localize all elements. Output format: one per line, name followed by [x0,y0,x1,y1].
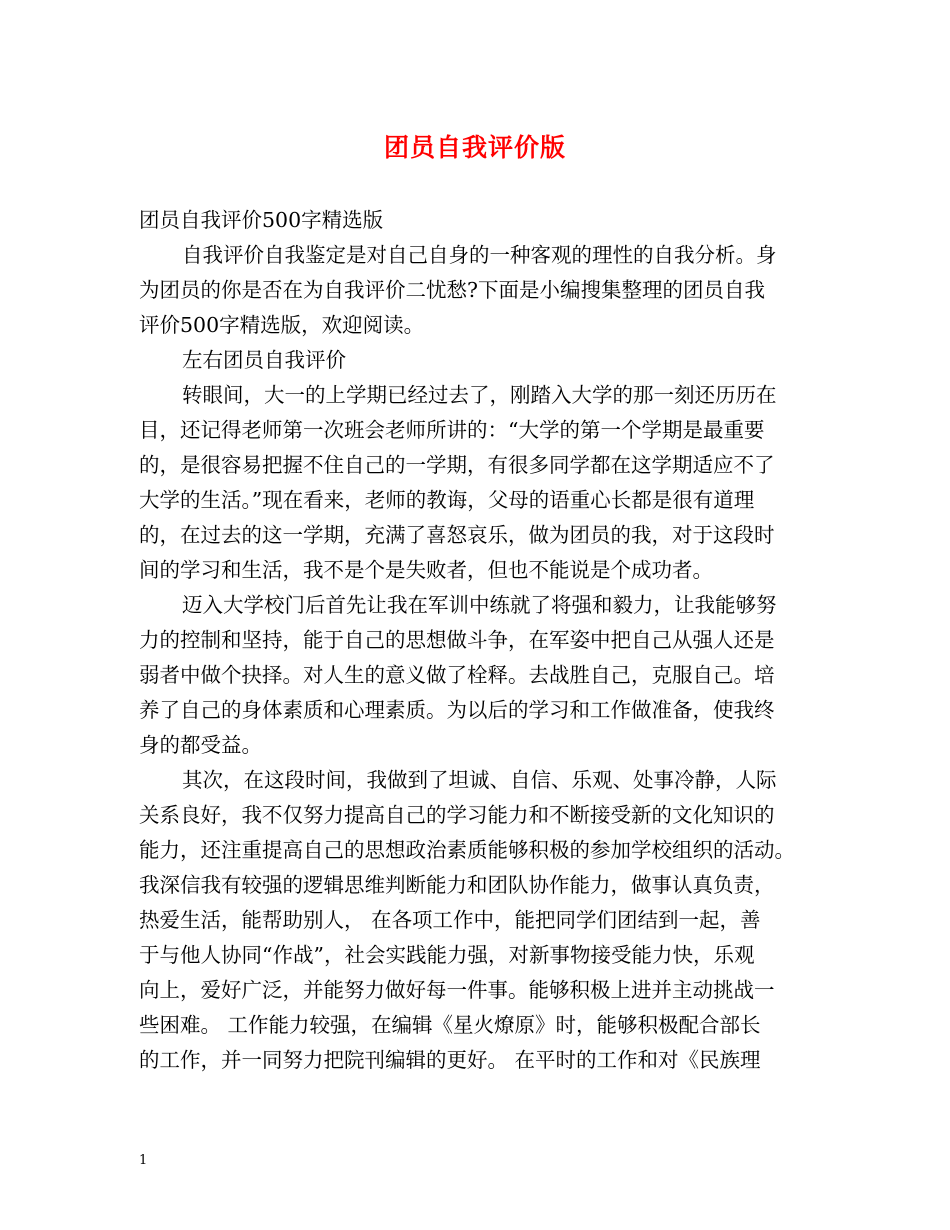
text-line-13: 力的控制和坚持，能于自己的思想做斗争，在军姿中把自己从强人还是 [139,628,775,652]
text-line-11: 间的学习和生活，我不是个是失败者，但也不能说是个成功者。 [139,558,713,582]
text-line-16: 身的都受益。 [139,733,262,757]
text-line-19: 能力，还注重提高自己的思想政治素质能够积极的参加学校组织的活动。 [139,838,795,862]
page-number: 1 [139,1153,148,1168]
text-line-4: 评价500字精选版，欢迎阅读。 [139,313,425,337]
text-line-14: 弱者中做个抉择。对人生的意义做了栓释。去战胜自己，克服自己。培 [139,663,775,687]
text-line-1: 团员自我评价500字精选版 [139,208,384,232]
document-title: 团员自我评价版 [383,133,566,162]
text-line-6: 转眼间，大一的上学期已经过去了，刚踏入大学的那一刻还历历在 [182,383,777,407]
text-line-18: 关系良好，我不仅努力提高自己的学习能力和不断接受新的文化知识的 [139,803,775,827]
text-line-12: 迈入大学校门后首先让我在军训中练就了将强和毅力，让我能够努 [182,593,777,617]
text-line-3: 为团员的你是否在为自我评价二忧愁?下面是小编搜集整理的团员自我 [139,278,765,302]
text-line-24: 些困难。 工作能力较强，在编辑《星火燎原》时，能够积极配合部长 [139,1013,761,1037]
text-line-20: 我深信我有较强的逻辑思维判断能力和团队协作能力，做事认真负责， [139,873,775,897]
text-line-22: 于与他人协同“作战”，社会实践能力强，对新事物接受能力快，乐观 [139,943,755,967]
text-line-23: 向上，爱好广泛，并能努力做好每一件事。能够积极上进并主动挑战一 [139,978,775,1002]
text-line-8: 的，是很容易把握不住自己的一学期，有很多同学都在这学期适应不了 [139,453,775,477]
text-line-7: 目，还记得老师第一次班会老师所讲的：“大学的第一个学期是最重要 [139,418,765,442]
text-line-25: 的工作，并一同努力把院刊编辑的更好。 在平时的工作和对《民族理 [139,1048,761,1072]
text-line-17: 其次，在这段时间，我做到了坦诚、自信、乐观、处事冷静，人际 [182,768,777,792]
text-line-9: 大学的生活。”现在看来，老师的教诲，父母的语重心长都是很有道理 [139,488,755,512]
text-line-5: 左右团员自我评价 [182,348,346,372]
text-line-15: 养了自己的身体素质和心理素质。为以后的学习和工作做准备，使我终 [139,698,775,722]
text-line-10: 的，在过去的这一学期，充满了喜怒哀乐，做为团员的我，对于这段时 [139,523,775,547]
text-line-21: 热爱生活，能帮助别人， 在各项工作中，能把同学们团结到一起，善 [139,908,761,932]
text-line-2: 自我评价自我鉴定是对自己自身的一种客观的理性的自我分析。身 [182,243,777,267]
